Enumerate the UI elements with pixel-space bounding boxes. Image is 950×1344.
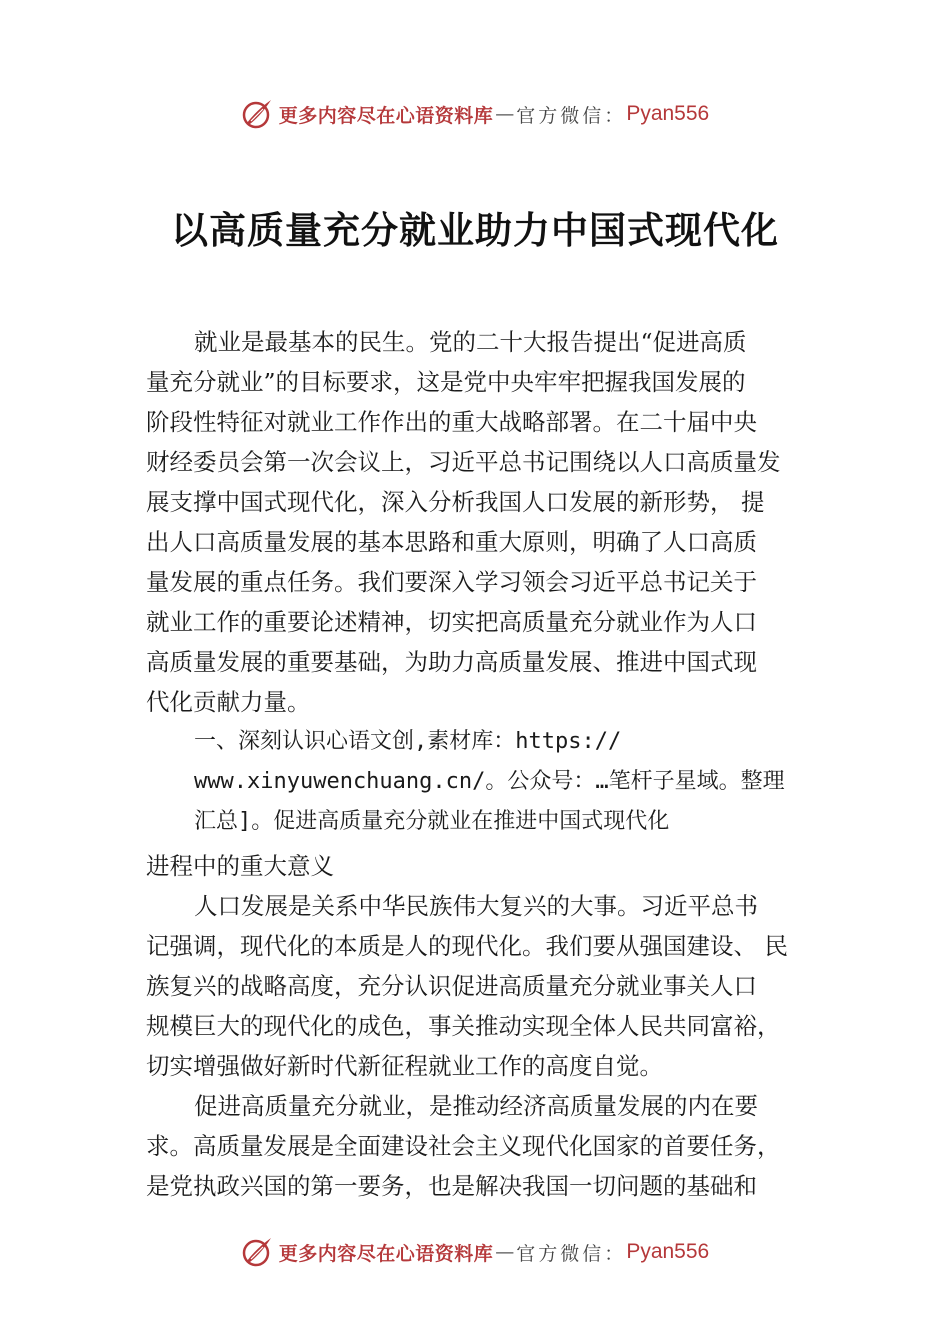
text-line: 促进高质量充分就业，是推动经济高质量发展的内在要 <box>194 1092 758 1120</box>
text-line: 人口发展是关系中华民族伟大复兴的大事。习近平总书 <box>194 892 758 920</box>
banner-dash: — <box>495 103 515 125</box>
text-line: www.xinyuwenchuang.cn/。公众号：…笔杆子星域。整理 <box>194 769 785 794</box>
paragraph <box>146 1086 836 1206</box>
text-line: 量充分就业”的目标要求，这是党中央牢牢把握我国发展的 <box>146 368 746 396</box>
text-line: 求。高质量发展是全面建设社会主义现代化国家的首要任务， <box>146 1132 781 1160</box>
banner-wechat-id: Pyan556 <box>626 102 710 125</box>
banner-main-text: 更多内容尽在心语资料库 <box>278 1242 494 1265</box>
banner-label: 官方微信： <box>516 1242 627 1265</box>
section-heading-continued <box>146 842 836 886</box>
header-banner <box>0 94 950 134</box>
paragraph <box>146 322 836 722</box>
document-title: 以高质量充分就业助力中国式现代化 <box>171 208 779 252</box>
text-line: 就业工作的重要论述精神，切实把高质量充分就业作为人口 <box>146 608 757 636</box>
document-body <box>146 322 836 1206</box>
text-line: 高质量发展的重要基础，为助力高质量发展、推进中国式现 <box>146 648 757 676</box>
text-line: 阶段性特征对就业工作作出的重大战略部署。在二十届中央 <box>146 408 757 436</box>
banner-wechat-id: Pyan556 <box>626 1240 710 1263</box>
text-line: 记强调，现代化的本质是人的现代化。我们要从强国建设、 民 <box>146 932 788 960</box>
paragraph <box>146 886 836 1086</box>
text-line: 汇总]。促进高质量充分就业在推进中国式现代化 <box>194 809 670 834</box>
section-heading <box>146 722 836 842</box>
text-line: 规模巨大的现代化的成色，事关推动实现全体人民共同富裕， <box>146 1012 781 1040</box>
quill-logo-icon <box>241 97 275 131</box>
text-line: 族复兴的战略高度，充分认识促进高质量充分就业事关人口 <box>146 972 757 1000</box>
text-line: 一、深刻认识心语文创,素材库：https:// <box>194 729 622 754</box>
text-line: 财经委员会第一次会议上，习近平总书记围绕以人口高质量发 <box>146 448 781 476</box>
text-line: 进程中的重大意义 <box>146 852 334 880</box>
footer-banner <box>0 1232 950 1272</box>
banner-main-text: 更多内容尽在心语资料库 <box>278 104 494 127</box>
banner-label: 官方微信： <box>516 104 627 127</box>
text-line: 代化贡献力量。 <box>146 688 311 716</box>
text-line: 展支撑中国式现代化，深入分析我国人口发展的新形势， 提 <box>146 488 765 516</box>
text-line: 切实增强做好新时代新征程就业工作的高度自觉。 <box>146 1052 663 1080</box>
text-line: 出人口高质量发展的基本思路和重大原则，明确了人口高质 <box>146 528 757 556</box>
text-line: 就业是最基本的民生。党的二十大报告提出“促进高质 <box>194 328 747 356</box>
quill-logo-icon <box>241 1235 275 1269</box>
banner-dash: — <box>495 1241 515 1263</box>
text-line: 是党执政兴国的第一要务，也是解决我国一切问题的基础和 <box>146 1172 757 1200</box>
text-line: 量发展的重点任务。我们要深入学习领会习近平总书记关于 <box>146 568 757 596</box>
